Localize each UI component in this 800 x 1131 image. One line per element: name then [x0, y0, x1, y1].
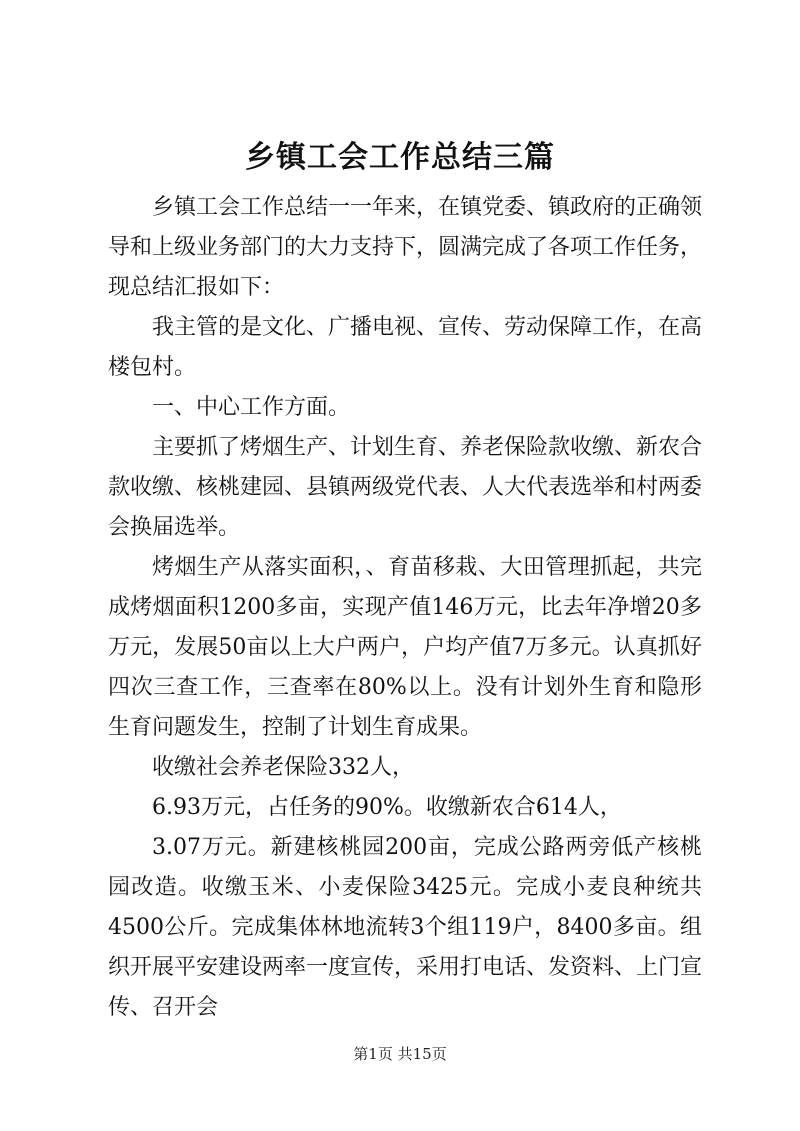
paragraph: 主要抓了烤烟生产、计划生育、养老保险款收缴、新农合款收缴、核桃建园、县镇两级党代表、人大代表选举和村两委会换届选举。 [108, 435, 703, 540]
paragraph: 3.07万元。新建核桃园200亩，完成公路两旁低产核桃园改造。收缴玉米、小麦保险3425元。完成小麦良种统共4500公斤。完成集体林地流转3个组119户，8400多亩。组织开展平安建设两率一度宣传，采用打电话、发资料、上门宣传、召开会 [108, 835, 703, 1020]
paragraph: 收缴社会养老保险332人， [152, 755, 414, 780]
paragraph: 烤烟生产从落实面积，、育苗移栽、大田管理抓起，共完成烤烟面积1200多亩，实现产值146万元，比去年净增20多万元，发展50亩以上大户两户，户均产值7万多元。认真抓好四次三查工作，三查率在80%以上。没有计划外生育和隐形生育问题发生，控制了计划生育成果。 [108, 555, 702, 740]
document-body [108, 188, 702, 1028]
paragraph: 乡镇工会工作总结一一年来，在镇党委、镇政府的正确领导和上级业务部门的大力支持下，圆满完成了各项工作任务，现总结汇报如下： [108, 195, 703, 300]
paragraph: 我主管的是文化、广播电视、宣传、劳动保障工作，在高楼包村。 [108, 315, 703, 380]
page-number-footer: 第1页 共15页 [353, 1045, 447, 1063]
paragraph: 一、中心工作方面。 [152, 395, 351, 420]
document-title: 乡镇工会工作总结三篇 [245, 140, 555, 175]
paragraph: 6.93万元，占任务的90%。收缴新农合614人， [152, 795, 622, 820]
